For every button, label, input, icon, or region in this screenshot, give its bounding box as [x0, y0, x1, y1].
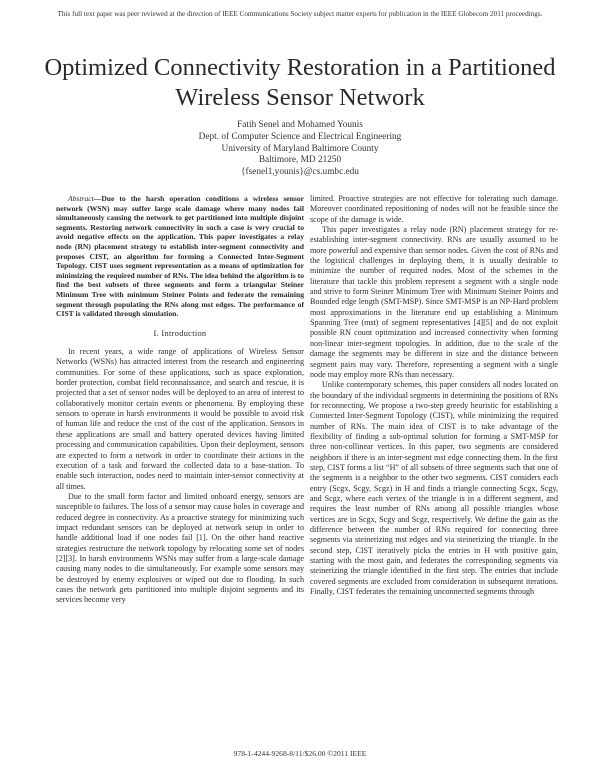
intro-paragraph-2-continued: limited. Proactive strategies are not effective for tolerating such damage. Moreover coordinated repositioning of nodes will not be feasible since the scope of the damage is wide. [310, 194, 558, 224]
intro-paragraph-2: Due to the small form factor and limited onboard energy, sensors are susceptible to failures. The loss of a sensor may cause holes in coverage and reduced degree in connectivity. As a proactive strategy for minimizing such impact redundant sensors can be deployed at network setup in order to handle additional load if one nodes fail [1]. On the other hand reactive strategies restructure the network topology by relocating some set of nodes [2][3]. In harsh environments WSNs may suffer from a large-scale damage causing many nodes to die simultaneously. For example some sensors may be destroyed by enemy explosives or wiped out due to flooding. In such cases the network gets partitioned into multiple disjoint segments and its services become very [56, 491, 304, 605]
author-university: University of Maryland Baltimore County [221, 143, 379, 154]
right-column [310, 194, 558, 597]
section-heading-introduction: I. Introduction [153, 328, 207, 338]
author-names: Fatih Senel and Mohamed Younis [237, 120, 363, 130]
abstract [56, 194, 304, 319]
paper-title [40, 53, 560, 113]
copyright-footer: 978-1-4244-9268-8/11/$26.00 ©2011 IEEE [233, 749, 367, 758]
author-department: Dept. of Computer Science and Electrical Engineering [198, 132, 402, 143]
left-column [56, 194, 304, 606]
author-block [150, 120, 450, 178]
abstract-text: —Due to the harsh operation conditions a wireless sensor network (WSN) may suffer large scale damage where many nodes fail simultaneously causing the network to get partitioned into multiple disjoint segments. Restoring network connectivity in such a case is very crucial to avoid negative effects on the application. This paper investigates a relay node (RN) placement strategy to establish inter-segment connectivity and proposes CIST, an algorithm for forming a Connected Inter-Segment Topology. CIST uses segment representation as a means of optimization for minimizing the required number of RNs. The idea behind the algorithm is to find the best subsets of three segments and form a triangular Steiner Minimum Tree with minimum Steiner Points and federate the remaining segment through populating the RNs along mst edges. The performance of CIST is validated through simulation. [56, 194, 304, 319]
title-line-1: Optimized Connectivity Restoration in a Partitioned [44, 54, 556, 81]
intro-paragraph-4: Unlike contemporary schemes, this paper considers all nodes located on the boundary of the individual segments in determining the positions of RNs for reconnecting. We propose a two-step greedy heuristic for establishing a Connected Inter-Segment Topology (CIST), while minimizing the required number of RNs. The main idea of CIST is to take advantage of the flexibility of finding a sub-optimal solution for forming a SMT-MSP for three non-collinear vertices. In this paper, two segments are considered neighbors if there is an inter-segment mst edge connecting them. In the first step, CIST forms a list “H” of all subsets of three segments such that one of the segments is a neighbor to the other two segments. CIST considers each entry (Scgx, Scgy, Scgz) in H and finds a triangle connecting Scgx, Scgy, and Scgz, where each vertex of the triangle is in a different segment, and requires the least number of RNs among all possible triangles whose vertices are in Scgx, Scgy and Scgz, respectively. We define the gain as the difference between the number of RNs required for connecting three segments via steinerizing mst edges and via steinerizing the triangle. In the second step, CIST iteratively picks the entries in H with positive gain, starting with the most gain, and federates the corresponding segments via steinerizing the triangle identified in the first step. The entries that include covered segments are excluded from consideration in subsequent iterations. Finally, CIST federates the remaining unconnected segments through [310, 380, 558, 597]
title-line-2: Wireless Sensor Network [175, 84, 425, 111]
peer-review-notice: This full text paper was peer reviewed at the direction of IEEE Communications Society subject matter experts for publication in the IEEE Globecom 2011 proceedings. [57, 10, 543, 18]
abstract-label: Abstract [68, 194, 94, 203]
author-city: Baltimore, MD 21250 [258, 155, 342, 166]
intro-paragraph-3: This paper investigates a relay node (RN) placement strategy for re-establishing inter-segment connectivity. RNs are usually assumed to be more powerful and expensive than sensor nodes. Given the cost of RNs and the logistical challenges in deploying them, it is usually desirable to minimize the number of required nodes. Most of the schemes in the literature that tackle this problem represent a segment with a single node and strive to form Steiner Minimum Tree with Minimum Steiner Points and Bounded edge length (SMT-MSP). Since SMT-MSP is an NP-Hard problem most approximations in the literature end up establishing a Minimum Spanning Tree (mst) of segment representatives [4][5] and do not exploit possible RN count optimization and increased connectivity when forming non-linear inter-segment topologies. In addition, due to the scale of the damage the segments may be different in size and the distance between segment pairs may vary. Therefore, representing a segment with a single node may employ more RNs than necessary. [310, 225, 558, 379]
intro-paragraph-1: In recent years, a wide range of applications of Wireless Sensor Networks (WSNs) has attracted interest from the research and engineering communities. For some of these applications, such as space exploration, border protection, combat field reconnaissance, and search and rescue, it is projected that a set of sensor nodes will be deployed to an area of interest to collaboratively monitor certain events or phenomena. By employing these sensors to operate in harsh environments it would be possible to avoid risk of human life and reduce the cost of the cost of the application. Sensors in these applications are small and battery operated devices having limited processing and communication capabilities. Upon their deployment, sensors are expected to form a network in order to coordinate their actions in the execution of a task and forward the collected data to a base-station. To enable such interaction, nodes need to maintain inter-sensor connectivity at all times. [56, 347, 304, 491]
author-email: {fsenel1,younis}@cs.umbc.edu [241, 166, 359, 177]
